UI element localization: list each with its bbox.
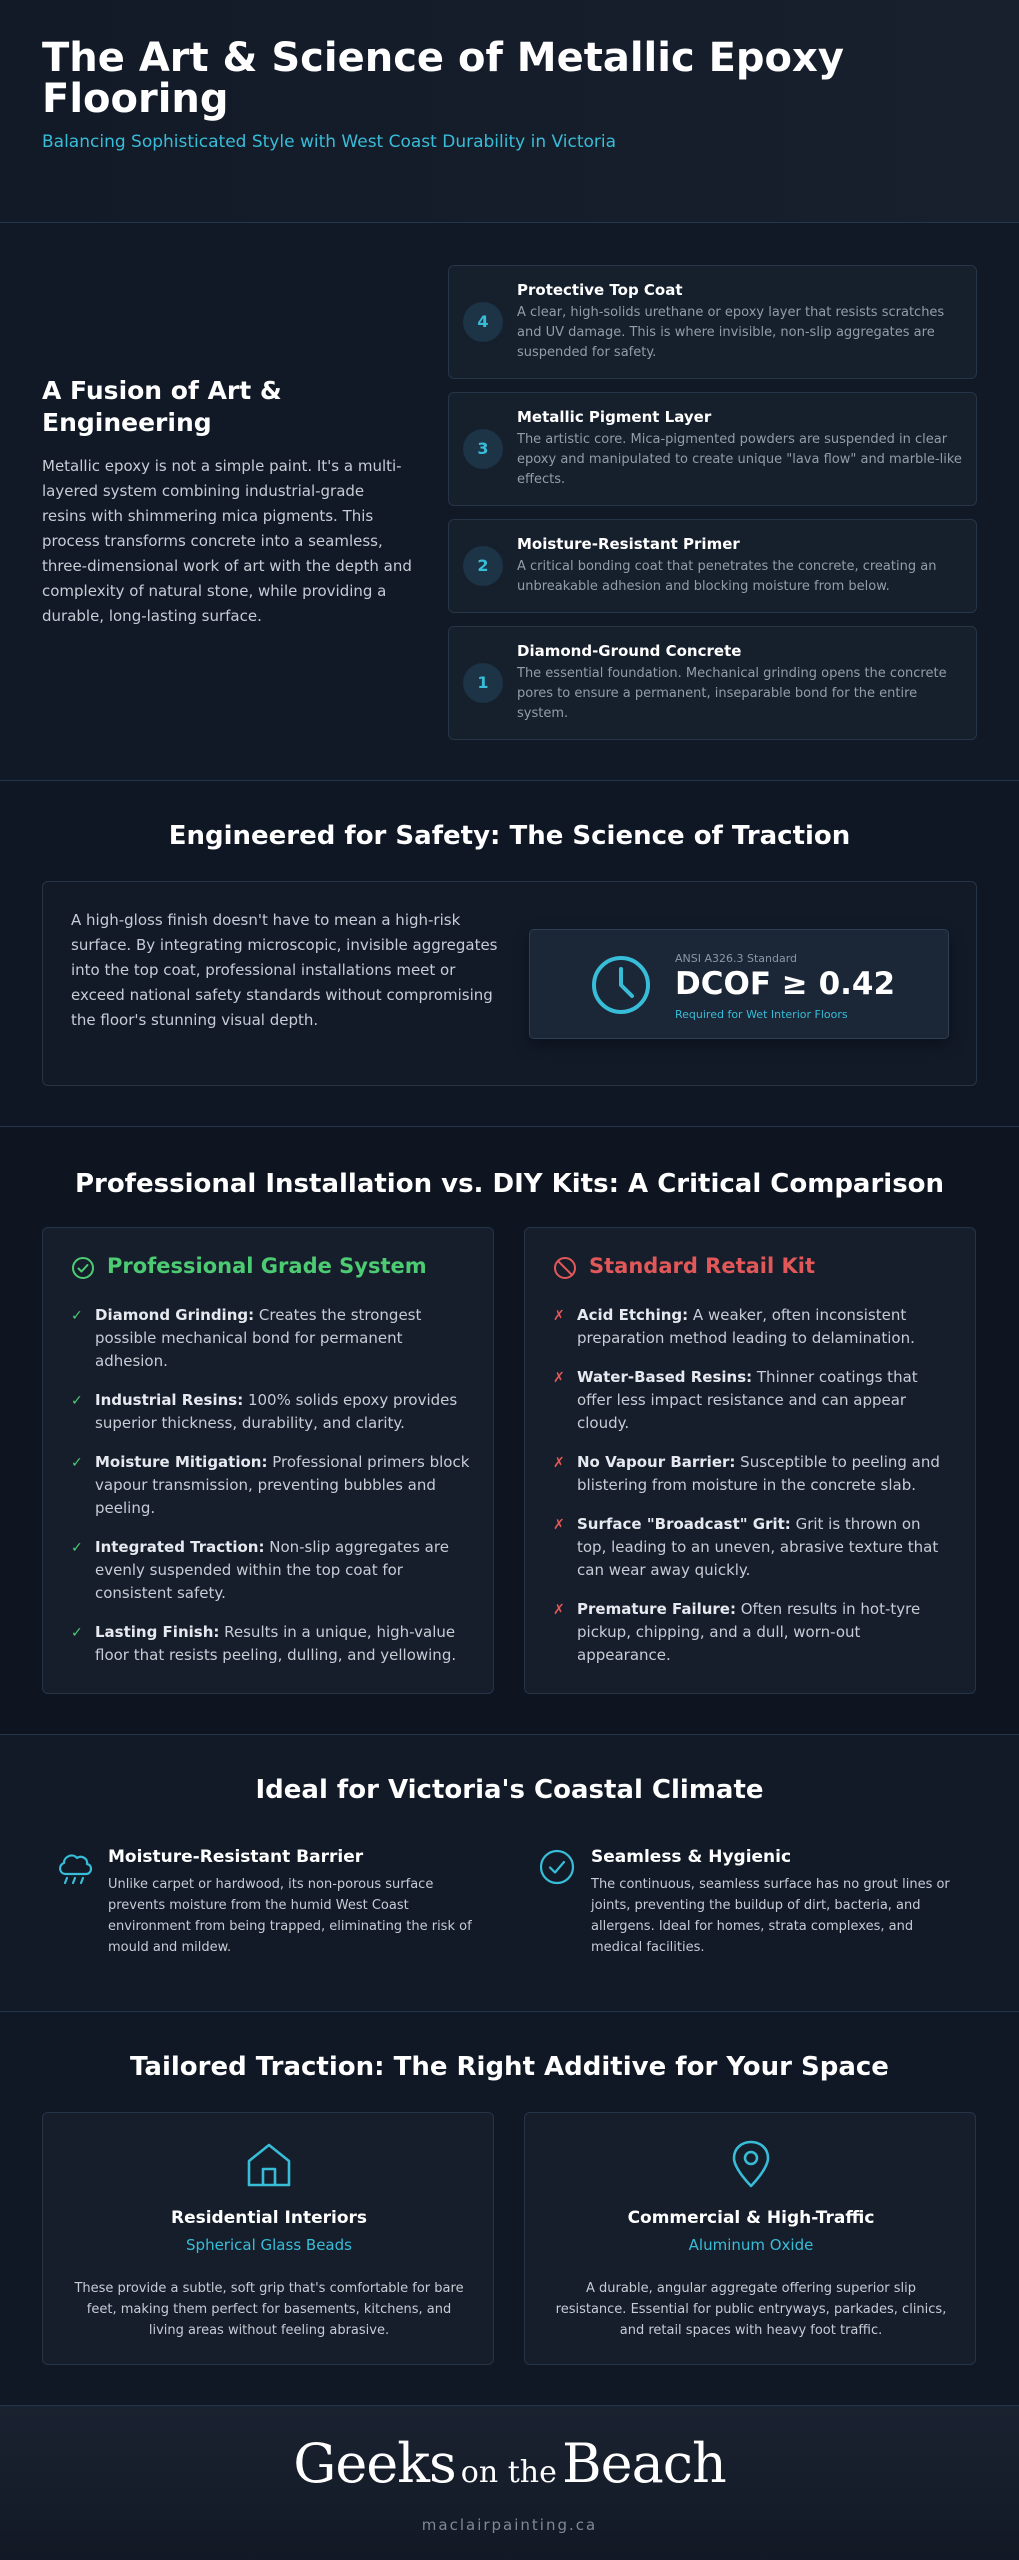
layer-number: 2 [463, 546, 503, 586]
list-item: ✓ Lasting Finish: Results in a unique, high-value floor that resists peeling, dulling, and yellowing. [71, 1623, 457, 1664]
layer-description: The essential foundation. Mechanical grinding opens the concrete pores to ensure a permanent, inseparable bond for the entire system. [517, 666, 947, 721]
safety-heading: Engineered for Safety: The Science of Traction [168, 821, 851, 851]
card-title: Commercial & High-Traffic [627, 2208, 875, 2228]
requirement-label: Required for Wet Interior Floors [675, 1008, 848, 1021]
page-footer [0, 2406, 1019, 2560]
climate-heading: Ideal for Victoria's Coastal Climate [255, 1775, 764, 1805]
check-mark-icon: ✓ [71, 1393, 83, 1409]
check-mark-icon: ✓ [71, 1540, 83, 1556]
layer-title: Protective Top Coat [517, 281, 683, 299]
card-title: Residential Interiors [170, 2208, 367, 2228]
map-pin-icon [726, 2139, 776, 2189]
traction-section [0, 2012, 1019, 2406]
professional-list [71, 1304, 471, 1683]
dcof-value: DCOF ≥ 0.42 [675, 966, 896, 1002]
layer-number: 4 [463, 302, 503, 342]
check-mark-icon: ✓ [71, 1455, 83, 1471]
cross-mark-icon: ✗ [553, 1370, 565, 1386]
feature-description: The continuous, seamless surface has no grout lines or joints, preventing the buildup of dirt, bacteria, and allergens. Ideal for homes, strata complexes, and medical facilities. [591, 1877, 950, 1955]
dcof-card [529, 929, 949, 1039]
safety-body: A high-gloss finish doesn't have to mean a high-risk surface. By integrating microscopic, invisible aggregates into the top coat, professional installations meet or exceed national safety standards without compromising the floor's stunning visual depth. [71, 911, 498, 1029]
cloud-rain-icon [54, 1847, 96, 1889]
layer-title: Diamond-Ground Concrete [517, 642, 742, 660]
check-mark-icon: ✓ [71, 1308, 83, 1324]
climate-section [0, 1735, 1019, 2012]
page-subtitle: Balancing Sophisticated Style with West Coast Durability in Victoria [42, 132, 617, 152]
list-item: ✗ Water-Based Resins: Thinner coatings that offer less impact resistance and can appear cloudy. [553, 1368, 918, 1432]
layer-number: 1 [463, 663, 503, 703]
brand-logo: Geeks on the Beach [293, 2432, 726, 2495]
list-item: ✗ Surface "Broadcast" Grit: Grit is thrown on top, leading to an uneven, abrasive texture that can wear away quickly. [553, 1515, 939, 1579]
card-subtitle: Spherical Glass Beads [186, 2236, 352, 2254]
list-item: ✓ Diamond Grinding: Creates the strongest possible mechanical bond for permanent adhesion. [71, 1306, 422, 1370]
ban-icon [553, 1256, 577, 1280]
professional-column [42, 1227, 494, 1694]
layer-number: 3 [463, 429, 503, 469]
safety-box [42, 881, 977, 1086]
footer-url[interactable]: maclairpainting.ca [421, 2516, 598, 2534]
layer-card-concrete [448, 626, 977, 740]
retail-column [524, 1227, 976, 1694]
standard-label: ANSI A326.3 Standard [675, 952, 798, 965]
layer-description: A critical bonding coat that penetrates the concrete, creating an unbreakable adhesion and blocking moisture from below. [517, 559, 937, 594]
layer-description: A clear, high-solids urethane or epoxy layer that resists scratches and UV damage. This is where invisible, non-slip aggregates are suspended for safety. [517, 305, 945, 360]
fusion-section [0, 223, 1019, 781]
check-circle-icon [537, 1847, 577, 1887]
feature-title: Moisture-Resistant Barrier [108, 1847, 364, 1867]
list-item: ✗ Acid Etching: A weaker, often inconsistent preparation method leading to delamination. [553, 1306, 915, 1347]
check-mark-icon: ✓ [71, 1625, 83, 1641]
layer-card-top-coat [448, 265, 977, 379]
card-subtitle: Aluminum Oxide [688, 2236, 814, 2254]
traction-heading: Tailored Traction: The Right Additive for Your Space [130, 2052, 889, 2082]
feature-title: Seamless & Hygienic [591, 1847, 792, 1867]
commercial-card [524, 2112, 976, 2365]
professional-title: Professional Grade System [107, 1254, 427, 1278]
retail-title: Standard Retail Kit [589, 1254, 816, 1278]
list-item: ✓ Industrial Resins: 100% solids epoxy provides superior thickness, durability, and clarity. [71, 1391, 458, 1432]
layer-card-primer [448, 519, 977, 613]
layer-card-pigment [448, 392, 977, 506]
safety-section [0, 781, 1019, 1127]
fusion-body: Metallic epoxy is not a simple paint. It's a multi-layered system combining industrial-grade resins with shimmering mica pigments. This process transforms concrete into a seamless, three-dimensional work of art with the depth and complexity of natural stone, while providing a durable, long-lasting surface. [42, 457, 412, 625]
cross-mark-icon: ✗ [553, 1517, 565, 1533]
page-header [0, 0, 1019, 223]
feature-description: Unlike carpet or hardwood, its non-porous surface prevents moisture from the humid West Coast environment from being trapped, eliminating the risk of mould and mildew. [108, 1877, 472, 1955]
layer-title: Metallic Pigment Layer [517, 408, 712, 426]
layer-description: The artistic core. Mica-pigmented powders are suspended in clear epoxy and manipulated to create unique "lava flow" and marble-like effects. [517, 432, 962, 487]
home-icon [244, 2139, 294, 2189]
cross-mark-icon: ✗ [553, 1455, 565, 1471]
list-item: ✗ No Vapour Barrier: Susceptible to peeling and blistering from moisture in the concrete slab. [553, 1453, 940, 1494]
comparison-section [0, 1127, 1019, 1735]
cross-mark-icon: ✗ [553, 1602, 565, 1618]
cross-mark-icon: ✗ [553, 1308, 565, 1324]
layer-title: Moisture-Resistant Primer [517, 535, 740, 553]
list-item: ✓ Integrated Traction: Non-slip aggregates are evenly suspended within the top coat for consistent safety. [71, 1538, 449, 1602]
card-description: These provide a subtle, soft grip that's comfortable for bare feet, making them perfect for basements, kitchens, and living areas without feeling abrasive. [74, 2281, 464, 2338]
residential-card [42, 2112, 494, 2365]
list-item: ✓ Moisture Mitigation: Professional primers block vapour transmission, preventing bubbles and peeling. [71, 1453, 470, 1517]
clock-icon [590, 954, 652, 1016]
fusion-heading: A Fusion of Art & Engineering [42, 376, 282, 437]
check-circle-icon [71, 1256, 95, 1280]
retail-list [553, 1304, 953, 1683]
page-title: The Art & Science of Metallic Epoxy Flooring [42, 35, 844, 122]
card-description: A durable, angular aggregate offering superior slip resistance. Essential for public entryways, parkades, clinics, and retail spaces with heavy foot traffic. [555, 2281, 947, 2338]
comparison-heading: Professional Installation vs. DIY Kits: A Critical Comparison [74, 1169, 945, 1199]
list-item: ✗ Premature Failure: Often results in hot-tyre pickup, chipping, and a dull, worn-out appearance. [553, 1600, 921, 1664]
